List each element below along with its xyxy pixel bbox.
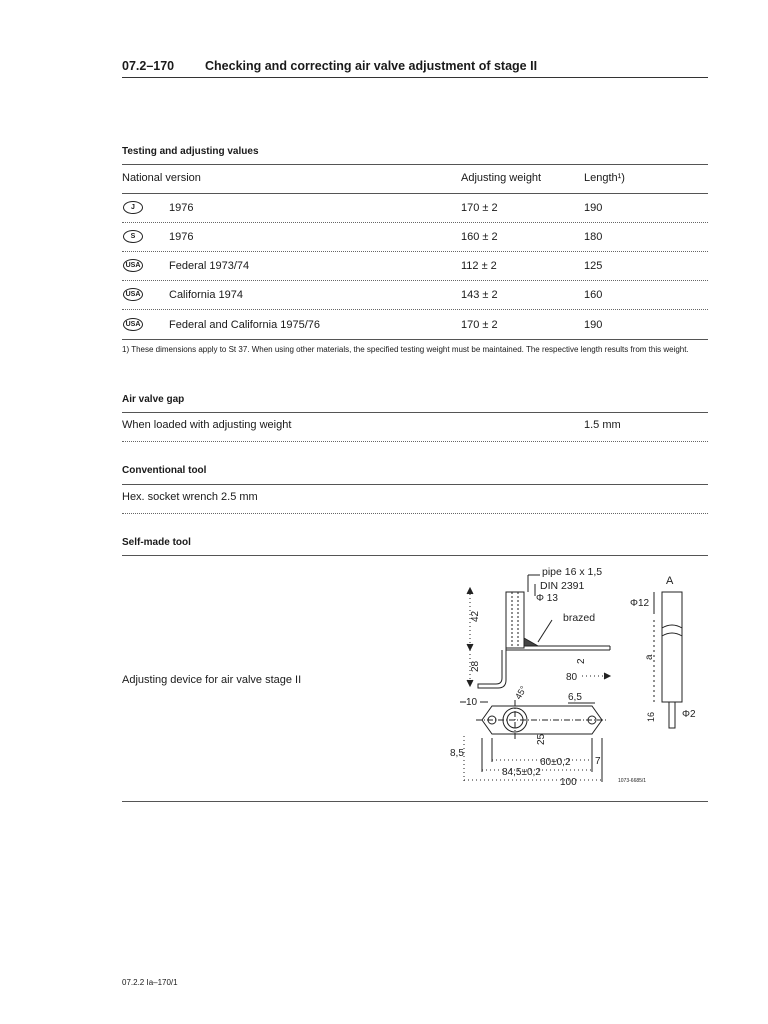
- table-cell-length: 125: [584, 260, 603, 272]
- selfmade-bottom-rule: [122, 801, 708, 802]
- col-header-weight: Adjusting weight: [461, 172, 542, 184]
- table-cell-length: 180: [584, 231, 603, 243]
- weight-body: [662, 592, 682, 702]
- country-badge-j: J: [123, 201, 143, 214]
- row-divider: [122, 309, 708, 310]
- gap-value: 1.5 mm: [584, 419, 621, 431]
- dim-arrow: [467, 588, 473, 594]
- footnote: [122, 345, 708, 355]
- table-cell-version: 1976: [169, 231, 194, 243]
- dim-label: 100: [560, 777, 577, 788]
- drawing-reference: 1073-6685/1: [618, 778, 647, 784]
- selfmade-top-rule: [122, 555, 708, 556]
- dim-label: 16: [646, 711, 656, 722]
- adjusting-device-drawing: [440, 560, 720, 795]
- diameter-label: Φ 13: [536, 593, 558, 604]
- dim-label: 80: [566, 672, 578, 683]
- table-top-rule: [122, 164, 708, 165]
- conventional-top-rule: [122, 484, 708, 485]
- break-line: [662, 633, 682, 636]
- country-badge-usa: USA: [123, 259, 143, 272]
- table-cell-weight: 170 ± 2: [461, 202, 498, 214]
- table-cell-weight: 112 ± 2: [461, 260, 497, 272]
- country-badge-s: S: [123, 230, 143, 243]
- page-identifier: 07.2.2 Ia–170/1: [122, 978, 178, 987]
- footnote-text: These dimensions apply to St 37. When using other materials, the specified testing weight must be maintained. The respective length results from this weight.: [131, 345, 689, 354]
- table-header-rule: [122, 193, 708, 194]
- pipe-label: pipe 16 x 1,5: [542, 566, 603, 578]
- table-cell-length: 190: [584, 202, 603, 214]
- din-label: DIN 2391: [540, 580, 585, 592]
- table-cell-version: 1976: [169, 202, 194, 214]
- conventional-tool-label: Hex. socket wrench 2.5 mm: [122, 491, 258, 503]
- col-header-length: Length¹): [584, 172, 625, 184]
- table-cell-length: 190: [584, 319, 603, 331]
- page-title: Checking and correcting air valve adjustment of stage II: [205, 59, 538, 73]
- row-divider: [122, 251, 708, 252]
- break-line: [662, 625, 682, 628]
- table-cell-length: 160: [584, 289, 603, 301]
- bent-leg: [478, 648, 506, 688]
- dim-arrow: [467, 644, 473, 650]
- leader-line: [538, 620, 552, 642]
- dim-label: 6,5: [568, 692, 582, 703]
- testing-section-title: Testing and adjusting values: [122, 146, 259, 157]
- selfmade-tool-label: Adjusting device for air valve stage II: [122, 674, 302, 686]
- table-cell-version: Federal 1973/74: [169, 260, 250, 272]
- pipe-body: [506, 592, 524, 648]
- table-cell-weight: 170 ± 2: [461, 319, 498, 331]
- dim-arrow: [604, 673, 610, 679]
- gap-bottom-rule: [122, 441, 708, 442]
- gap-section-title: Air valve gap: [122, 394, 185, 405]
- col-header-version: National version: [122, 172, 201, 184]
- gap-label: When loaded with adjusting weight: [122, 419, 292, 431]
- country-badge-usa: USA: [123, 288, 143, 301]
- row-divider: [122, 222, 708, 223]
- dim-label: 25: [536, 733, 547, 745]
- country-badge-usa: USA: [123, 318, 143, 331]
- dim-label: 28: [470, 660, 481, 672]
- table-cell-weight: 160 ± 2: [461, 231, 498, 243]
- dim-label: 60±0,2: [540, 757, 571, 768]
- table-cell-weight: 143 ± 2: [461, 289, 498, 301]
- weight-pin: [669, 702, 675, 728]
- header-rule: [122, 77, 708, 78]
- footnote-mark: 1): [122, 345, 130, 354]
- section-number: 07.2–170: [122, 59, 175, 73]
- dim-label: 42: [470, 610, 481, 622]
- gap-top-rule: [122, 412, 708, 413]
- table-cell-version: California 1974: [169, 289, 243, 301]
- diameter-label: Φ2: [682, 709, 696, 720]
- brazed-label: brazed: [563, 612, 596, 624]
- table-cell-version: Federal and California 1975/76: [169, 319, 321, 331]
- conventional-section-title: Conventional tool: [122, 465, 207, 476]
- dim-arrow: [467, 680, 473, 686]
- table-bottom-rule: [122, 339, 708, 340]
- brazed-fillet: [524, 638, 538, 646]
- selfmade-section-title: Self-made tool: [122, 537, 191, 548]
- dim-label: 84,5±0,2: [502, 767, 541, 778]
- dim-label: 10: [466, 697, 478, 708]
- row-divider: [122, 280, 708, 281]
- view-a-label: A: [666, 575, 674, 587]
- dim-label: a: [644, 654, 655, 660]
- dim-label: 7: [595, 756, 601, 767]
- diameter-label: Φ12: [630, 598, 650, 609]
- dim-label: 8,5: [450, 748, 464, 759]
- conventional-bottom-rule: [122, 513, 708, 514]
- dim-label: 2: [576, 658, 587, 664]
- dim-label: 45°: [513, 684, 529, 701]
